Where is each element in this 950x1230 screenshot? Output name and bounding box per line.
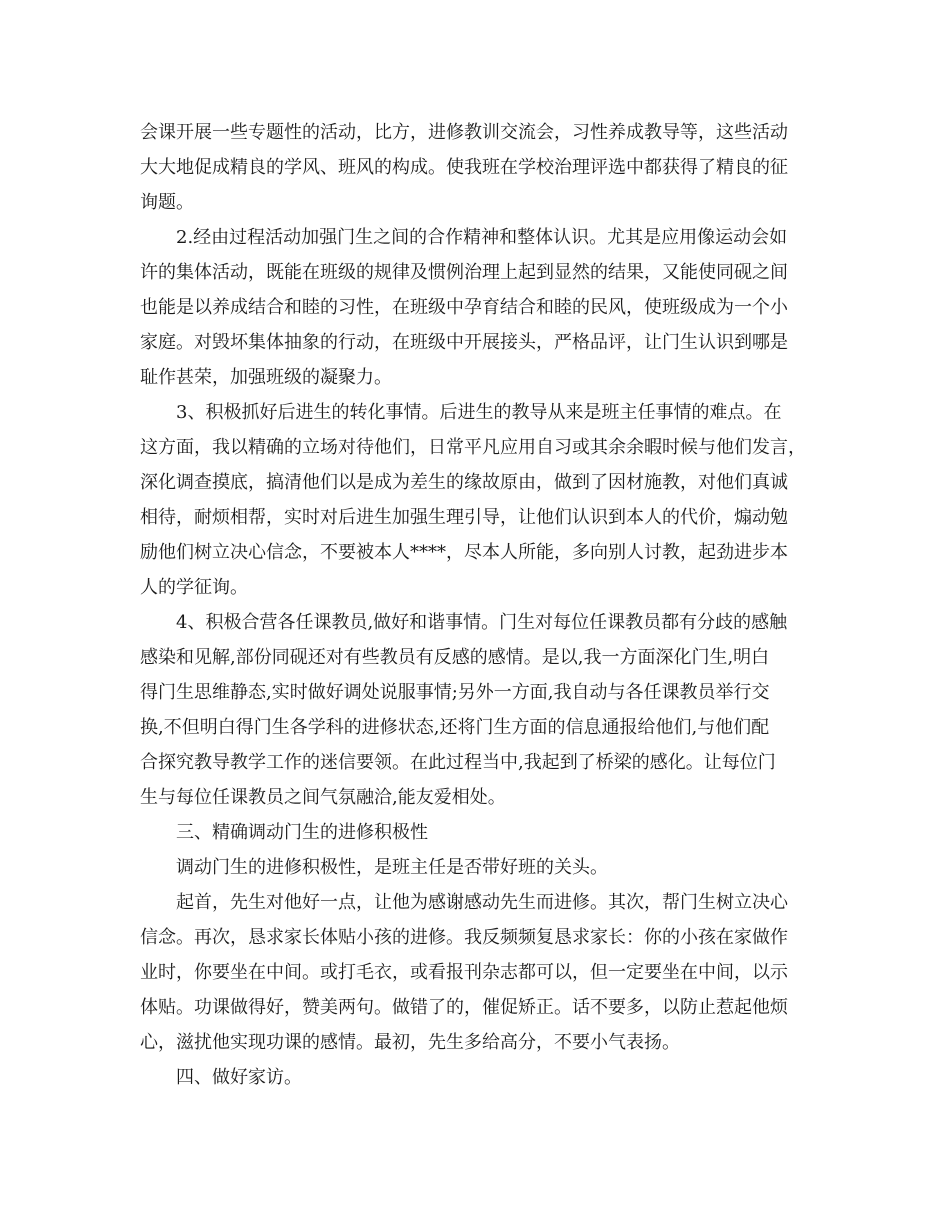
text-line: 感染和见解,部份同砚还对有些教员有反感的感情。是以,我一方面深化门生,明白 xyxy=(140,647,770,668)
text-line: 体贴。功课做得好，赞美两句。做错了的，催促矫正。话不要多，以防止惹起他烦 xyxy=(140,997,788,1018)
text-line: 励他们树立决心信念，不要被本人****，尽本人所能，多向别人讨教，起劲进步本 xyxy=(140,542,788,563)
text-line: 询题。 xyxy=(140,192,194,213)
text-line: 会课开展一些专题性的活动，比方，进修教训交流会，习性养成教导等，这些活动 xyxy=(140,122,788,143)
text-line: 相待，耐烦相帮，实时对后进生加强生理引导，让他们认识到本人的代价，煽动勉 xyxy=(140,507,788,528)
text-line: 深化调查摸底，搞清他们以是成为差生的缘故原由，做到了因材施教，对他们真诚 xyxy=(140,472,788,493)
text-line: 这方面，我以精确的立场对待他们，日常平凡应用自习或其余余暇时候与他们发言， xyxy=(140,437,806,458)
text-line: 家庭。对毁坏集体抽象的行动，在班级中开展接头，严格品评，让门生认识到哪是 xyxy=(140,332,788,353)
text-line: 4、积极合营各任课教员,做好和谐事情。门生对每位任课教员都有分歧的感触 xyxy=(176,612,788,633)
text-line: 换,不但明白得门生各学科的进修状态,还将门生方面的信息通报给他们,与他们配 xyxy=(140,717,770,738)
text-line: 许的集体活动，既能在班级的规律及惯例治理上起到显然的结果，又能使同砚之间 xyxy=(140,262,788,283)
section-heading: 三、精确调动门生的进修积极性 xyxy=(176,822,428,843)
text-line: 2.经由过程活动加强门生之间的合作精神和整体认识。尤其是应用像运动会如 xyxy=(176,227,788,248)
section-heading: 四、做好家访。 xyxy=(176,1067,302,1088)
text-line: 3、积极抓好后进生的转化事情。后进生的教导从来是班主任事情的难点。在 xyxy=(176,402,782,423)
text-line: 也能是以养成结合和睦的习性，在班级中孕育结合和睦的民风，使班级成为一个小 xyxy=(140,297,788,318)
text-line: 合探究教导教学工作的迷信要领。在此过程当中,我起到了桥梁的感化。让每位门 xyxy=(140,752,776,773)
text-line: 生与每位任课教员之间气氛融洽,能友爱相处。 xyxy=(140,787,506,808)
text-line: 大大地促成精良的学风、班风的构成。使我班在学校治理评选中都获得了精良的征 xyxy=(140,157,788,178)
text-line: 业时，你要坐在中间。或打毛衣，或看报刊杂志都可以，但一定要坐在中间，以示 xyxy=(140,962,788,983)
text-line: 调动门生的进修积极性，是班主任是否带好班的关头。 xyxy=(176,857,608,878)
text-line: 人的学征询。 xyxy=(140,577,248,598)
text-line: 信念。再次，恳求家长体贴小孩的进修。我反频频复恳求家长：你的小孩在家做作 xyxy=(140,927,788,948)
text-line: 心，滋扰他实现功课的感情。最初，先生多给高分，不要小气表扬。 xyxy=(140,1032,680,1053)
text-line: 得门生思维静态,实时做好调处说服事情;另外一方面,我自动与各任课教员举行交 xyxy=(140,682,770,703)
text-line: 耻作甚荣，加强班级的凝聚力。 xyxy=(140,367,392,388)
text-line: 起首，先生对他好一点，让他为感谢感动先生而进修。其次，帮门生树立决心 xyxy=(176,892,788,913)
